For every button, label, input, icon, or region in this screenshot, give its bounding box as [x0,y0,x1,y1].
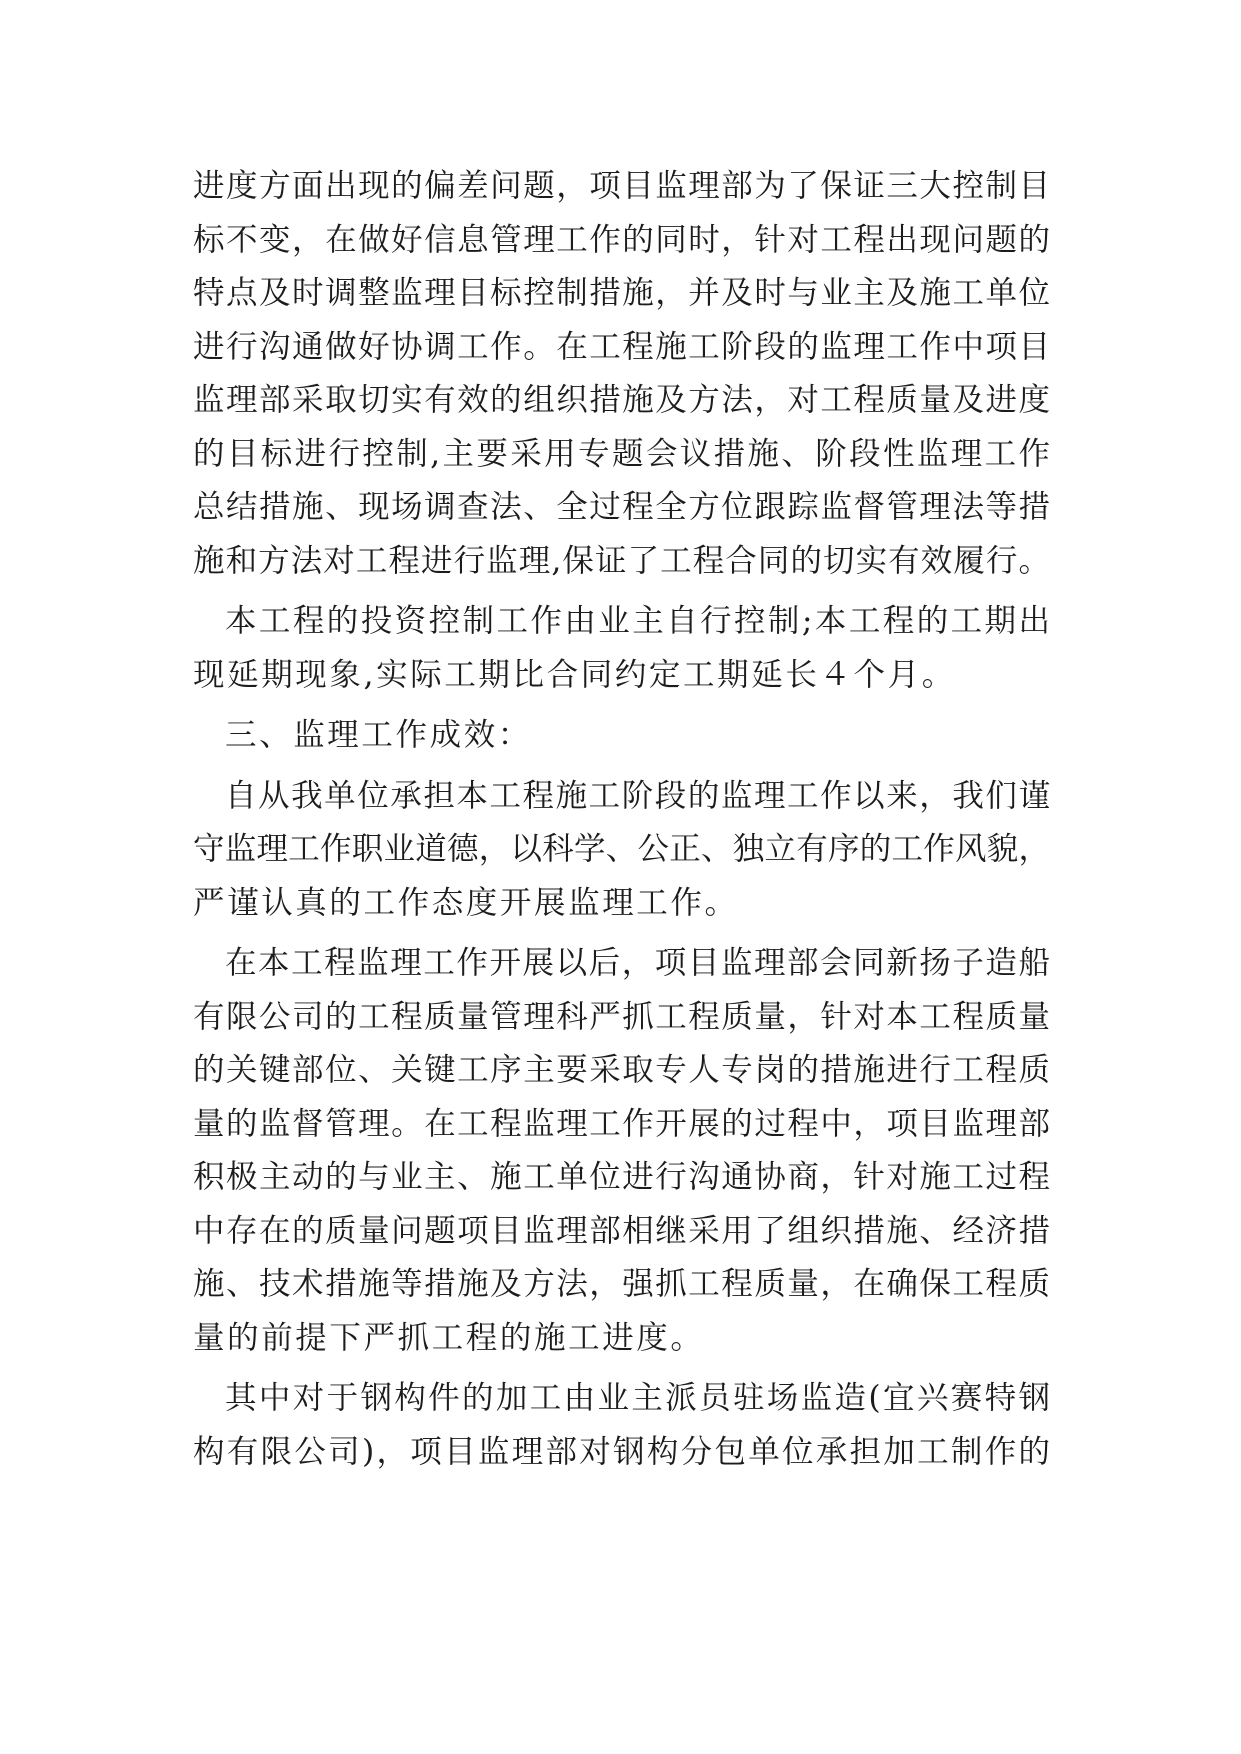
paragraph [193,160,1050,588]
text-line: 构有限公司)，项目监理部对钢构分包单位承担加工制作的 [193,1433,1050,1470]
text-line: 的目标进行控制,主要采用专题会议措施、阶段性监理工作 [193,435,1050,472]
paragraph [193,709,1050,763]
text-line: 其中对于钢构件的加工由业主派员驻场监造(宜兴赛特钢 [225,1380,1050,1416]
text-line: 总结措施、现场调查法、全过程全方位跟踪监督管理法等措 [193,489,1050,525]
text-line: 施、技术措施等措施及方法，强抓工程质量，在确保工程质 [193,1266,1050,1302]
text-line: 的关键部位、关键工序主要采取专人专岗的措施进行工程质 [193,1052,1050,1088]
text-line: 监理部采取切实有效的组织措施及方法，对工程质量及进度 [193,382,1050,418]
text-line: 守监理工作职业道德，以科学、公正、独立有序的工作风貌， [193,831,1050,867]
text-line: 进行沟通做好协调工作。在工程施工阶段的监理工作中项目 [193,328,1050,365]
paragraph [193,1372,1050,1479]
document-body [193,160,1050,1479]
paragraph [193,770,1050,931]
text-line: 积极主动的与业主、施工单位进行沟通协商，针对施工过程 [193,1159,1050,1195]
text-line: 中存在的质量问题项目监理部相继采用了组织措施、经济措 [193,1212,1050,1249]
section-heading: 三、监理工作成效： [225,717,532,753]
text-line: 特点及时调整监理目标控制措施，并及时与业主及施工单位 [193,275,1050,311]
text-line: 在本工程监理工作开展以后，项目监理部会同新扬子造船 [225,945,1050,981]
text-line: 现延期现象,实际工期比合同约定工期延长４个月。 [193,656,956,693]
text-line: 进度方面出现的偏差问题，项目监理部为了保证三大控制目 [193,168,1050,204]
paragraph [193,595,1050,702]
paragraph [193,937,1050,1365]
text-line: 量的监督管理。在工程监理工作开展的过程中，项目监理部 [193,1105,1050,1142]
text-line: 本工程的投资控制工作由业主自行控制;本工程的工期出 [225,603,1050,639]
text-line: 标不变，在做好信息管理工作的同时，针对工程出现问题的 [193,221,1050,258]
text-line: 严谨认真的工作态度开展监理工作。 [193,884,739,921]
text-line: 施和方法对工程进行监理,保证了工程合同的切实有效履行。 [193,542,1050,579]
text-line: 量的前提下严抓工程的施工进度。 [193,1319,705,1356]
text-line: 有限公司的工程质量管理科严抓工程质量，针对本工程质量 [193,998,1050,1035]
text-line: 自从我单位承担本工程施工阶段的监理工作以来，我们谨 [225,777,1050,814]
